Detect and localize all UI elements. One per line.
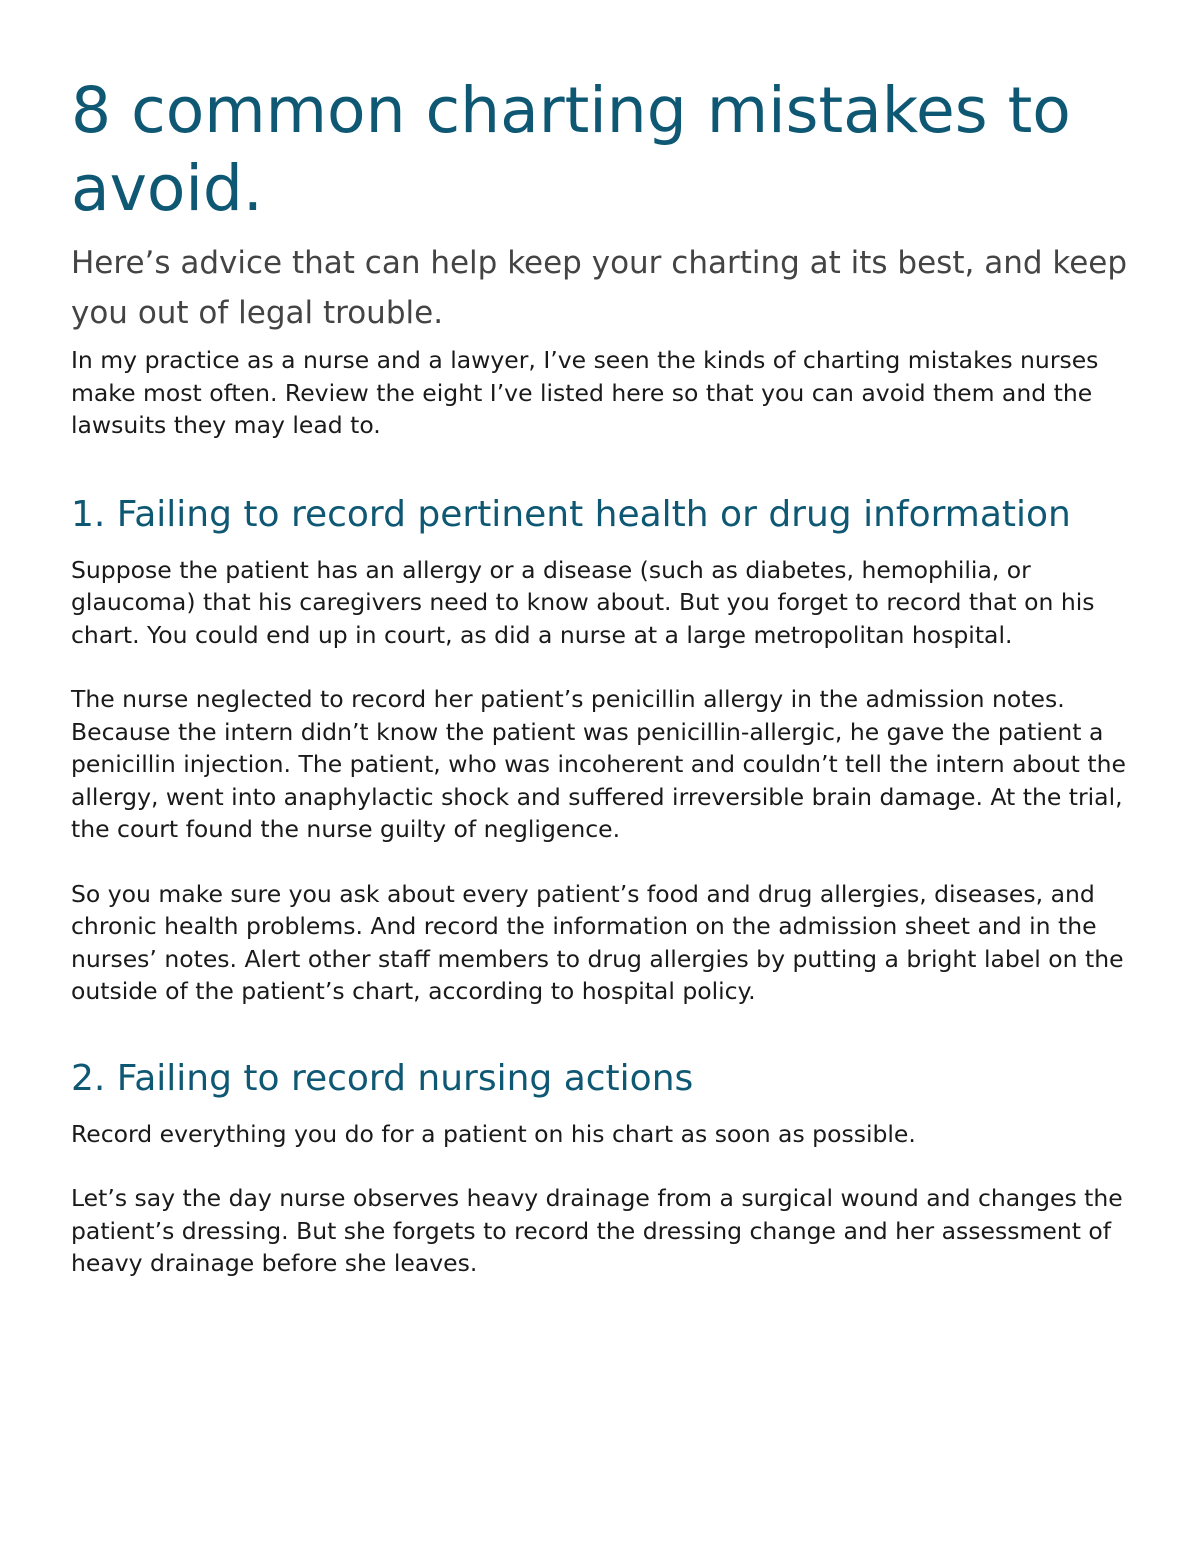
- intro-paragraph: In my practice as a nurse and a lawyer, I’ve seen the kinds of charting mistakes nurses make most often. Review the eight I’ve listed here so that you can avoid them and the lawsuits they may lead to.: [71, 346, 1099, 439]
- section-2: [71, 1056, 1136, 1280]
- section-paragraph: Let’s say the day nurse observes heavy drainage from a surgical wound and changes the patient’s dressing. But she forgets to record the dressing change and her assessment of heavy drainage before she leaves.: [71, 1184, 1123, 1277]
- section-paragraph: So you make sure you ask about every patient’s food and drug allergies, diseases, and chronic health problems. And record the information on the admission sheet and in the nurses’ notes. Alert other staff members to drug allergies by putting a bright label on the outside of the patient’s chart, according to hospital policy.: [71, 879, 1124, 1005]
- section-paragraph: Suppose the patient has an allergy or a disease (such as diabetes, hemophilia, or glaucoma) that his caregivers need to know about. But you forget to record that on his chart. You could end up in court, as did a nurse at a large metropolitan hospital.: [71, 555, 1095, 649]
- document-subtitle: Here’s advice that can help keep your charting at its best, and keep you out of legal trouble.: [71, 245, 1128, 331]
- section-heading: 1. Failing to record pertinent health or drug information: [71, 493, 1071, 535]
- section-paragraph: Record everything you do for a patient on his chart as soon as possible.: [71, 1119, 916, 1148]
- document-title: 8 common charting mistakes to avoid.: [71, 74, 1071, 225]
- section-heading: 2. Failing to record nursing actions: [71, 1057, 694, 1099]
- document-page: [71, 72, 1136, 1280]
- section-1: [71, 492, 1136, 1008]
- section-paragraph: The nurse neglected to record her patient’s penicillin allergy in the admission notes. Because the intern didn’t know the patient was penicillin-allergic, he gave the patient a penicillin injection. The patient, who was incoherent and couldn’t tell the intern about the allergy, went into anaphylactic shock and suffered irreversible brain damage. At the trial, the court found the nurse guilty of negligence.: [71, 685, 1126, 843]
